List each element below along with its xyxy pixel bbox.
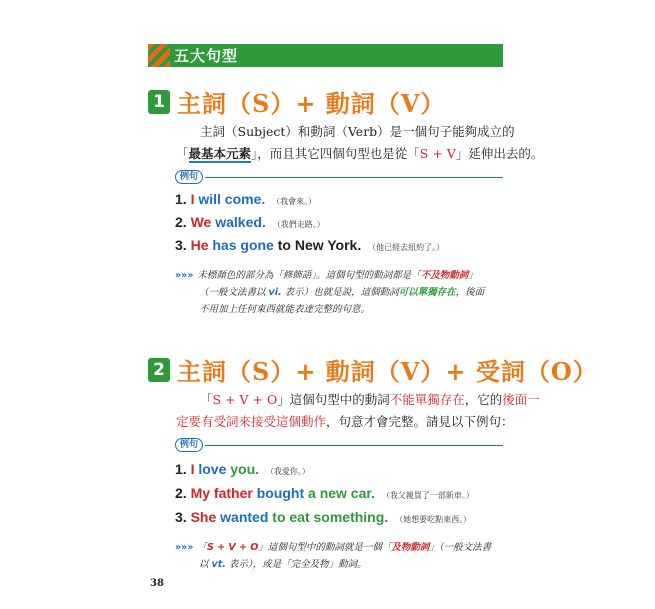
page-number: 38 xyxy=(150,578,164,589)
section-title: 五大句型 xyxy=(174,47,239,65)
example-2-1: 1. I love you. （我愛你。） xyxy=(175,461,310,477)
pattern-2-heading xyxy=(148,352,598,387)
example-1-1: 1. I will come. （我會來。） xyxy=(175,191,317,207)
arrow-icon: »»» xyxy=(175,270,194,281)
example-2-3: 3. She wanted to eat something. （她想要吃點東西。） xyxy=(175,509,472,525)
example-label-row-2 xyxy=(175,438,503,452)
pattern-1-para-line-2: 「最基本元素」，而且其它四個句型也是從「S + V」延伸出去的。 xyxy=(176,146,544,161)
arrow-icon: »»» xyxy=(175,542,194,553)
pattern-1-title: 主詞（S）+ 動詞（V） xyxy=(177,89,446,118)
pattern-2-title: 主詞（S）+ 動詞（V）+ 受詞（O） xyxy=(177,357,598,386)
section-banner xyxy=(148,44,503,67)
example-label: 例句 xyxy=(175,438,203,452)
pattern-2-para-line-2: 定要有受詞來接受這個動作，句意才會完整。請見以下例句： xyxy=(176,414,514,429)
divider xyxy=(205,177,503,178)
key-term: 最基本元素 xyxy=(188,146,252,161)
example-label-row-1 xyxy=(175,170,503,184)
pattern-1-heading xyxy=(148,84,445,119)
divider xyxy=(205,445,503,446)
example-label: 例句 xyxy=(175,170,203,184)
pattern-1-number: 1 xyxy=(148,90,170,114)
pattern-1-para-line-1: 主詞（Subject）和動詞（Verb）是一個句子能夠成立的 xyxy=(200,124,515,139)
pattern-1-note: »»» 未標顏色的部分為「修飾語」。這個句型的動詞都是「不及物動詞」 （一般文法書以 vi. 表示）也就是說，這個動詞可以單獨存在，後面 不用加上任何東西就能表達完整的句意。 xyxy=(175,270,485,315)
example-2-2: 2. My father bought a new car. （我父親買了一部新車。） xyxy=(175,485,474,501)
example-1-3: 3. He has gone to New York. （他已經去紐約了。） xyxy=(175,237,445,253)
pattern-2-number: 2 xyxy=(148,358,170,382)
pattern-2-para-line-1: 「S + V + O」這個句型中的動詞不能單獨存在，它的後面一 xyxy=(200,392,540,407)
pattern-2-note: »»» 「S + V + O」這個句型中的動詞就是一個「及物動詞」（一般文法書 以 vt. 表示），或是「完全及物」動詞。 xyxy=(175,542,492,570)
example-1-2: 2. We walked. （我們走路。） xyxy=(175,214,325,230)
banner-stripe xyxy=(148,44,170,67)
